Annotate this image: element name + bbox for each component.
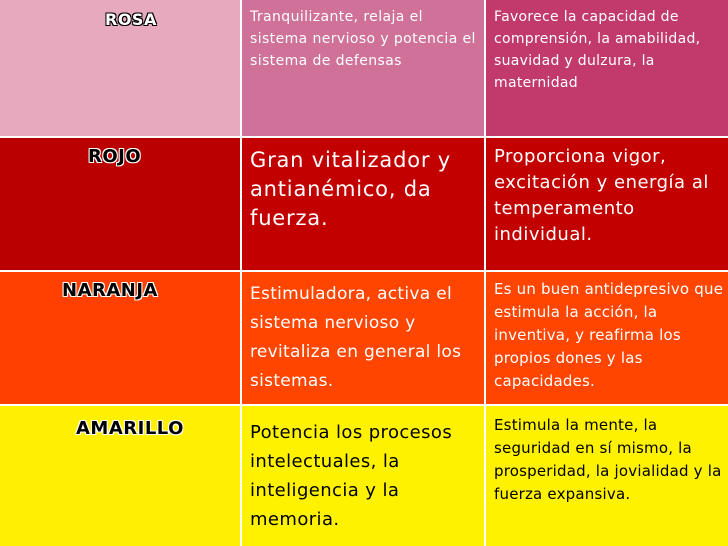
effect-text: Potencia los procesos intelectuales, la inteligencia y la memoria. xyxy=(250,422,453,530)
effect-text: Gran vitalizador y antianémico, da fuerza. xyxy=(250,148,452,230)
effect-cell xyxy=(242,0,484,136)
effect-text: Estimuladora, activa el sistema nervioso y revitaliza en general los sistemas. xyxy=(250,284,462,391)
effect-text: Tranquilizante, relaja el sistema nervioso y potencia el sistema de defensas xyxy=(250,9,476,69)
quality-cell xyxy=(486,406,728,546)
quality-text: Estimula la mente, la seguridad en sí mismo, la prosperidad, la jovialidad y la fuerza expansiva. xyxy=(494,416,722,503)
color-name-cell xyxy=(0,406,240,546)
color-name: ROJO xyxy=(88,146,142,167)
quality-text: Favorece la capacidad de comprensión, la amabilidad, suavidad y dulzura, la maternidad xyxy=(494,9,701,91)
color-name-cell xyxy=(0,138,240,270)
table-row-amarillo xyxy=(0,406,728,546)
effect-cell xyxy=(242,272,484,404)
quality-cell xyxy=(486,138,728,270)
effect-cell xyxy=(242,138,484,270)
color-name: ROSA xyxy=(105,10,157,29)
effect-cell xyxy=(242,406,484,546)
table-row-naranja xyxy=(0,272,728,404)
quality-cell xyxy=(486,272,728,404)
color-name: AMARILLO xyxy=(76,418,184,439)
color-name-cell xyxy=(0,272,240,404)
quality-text: Proporciona vigor, excitación y energía al temperamento individual. xyxy=(494,146,709,245)
color-name: NARANJA xyxy=(62,280,158,301)
color-name-cell xyxy=(0,0,240,136)
quality-cell xyxy=(486,0,728,136)
quality-text: Es un buen antidepresivo que estimula la acción, la inventiva, y reafirma los propios dones y las capacidades. xyxy=(494,280,724,390)
table-row-rosa xyxy=(0,0,728,136)
table-row-rojo xyxy=(0,138,728,270)
